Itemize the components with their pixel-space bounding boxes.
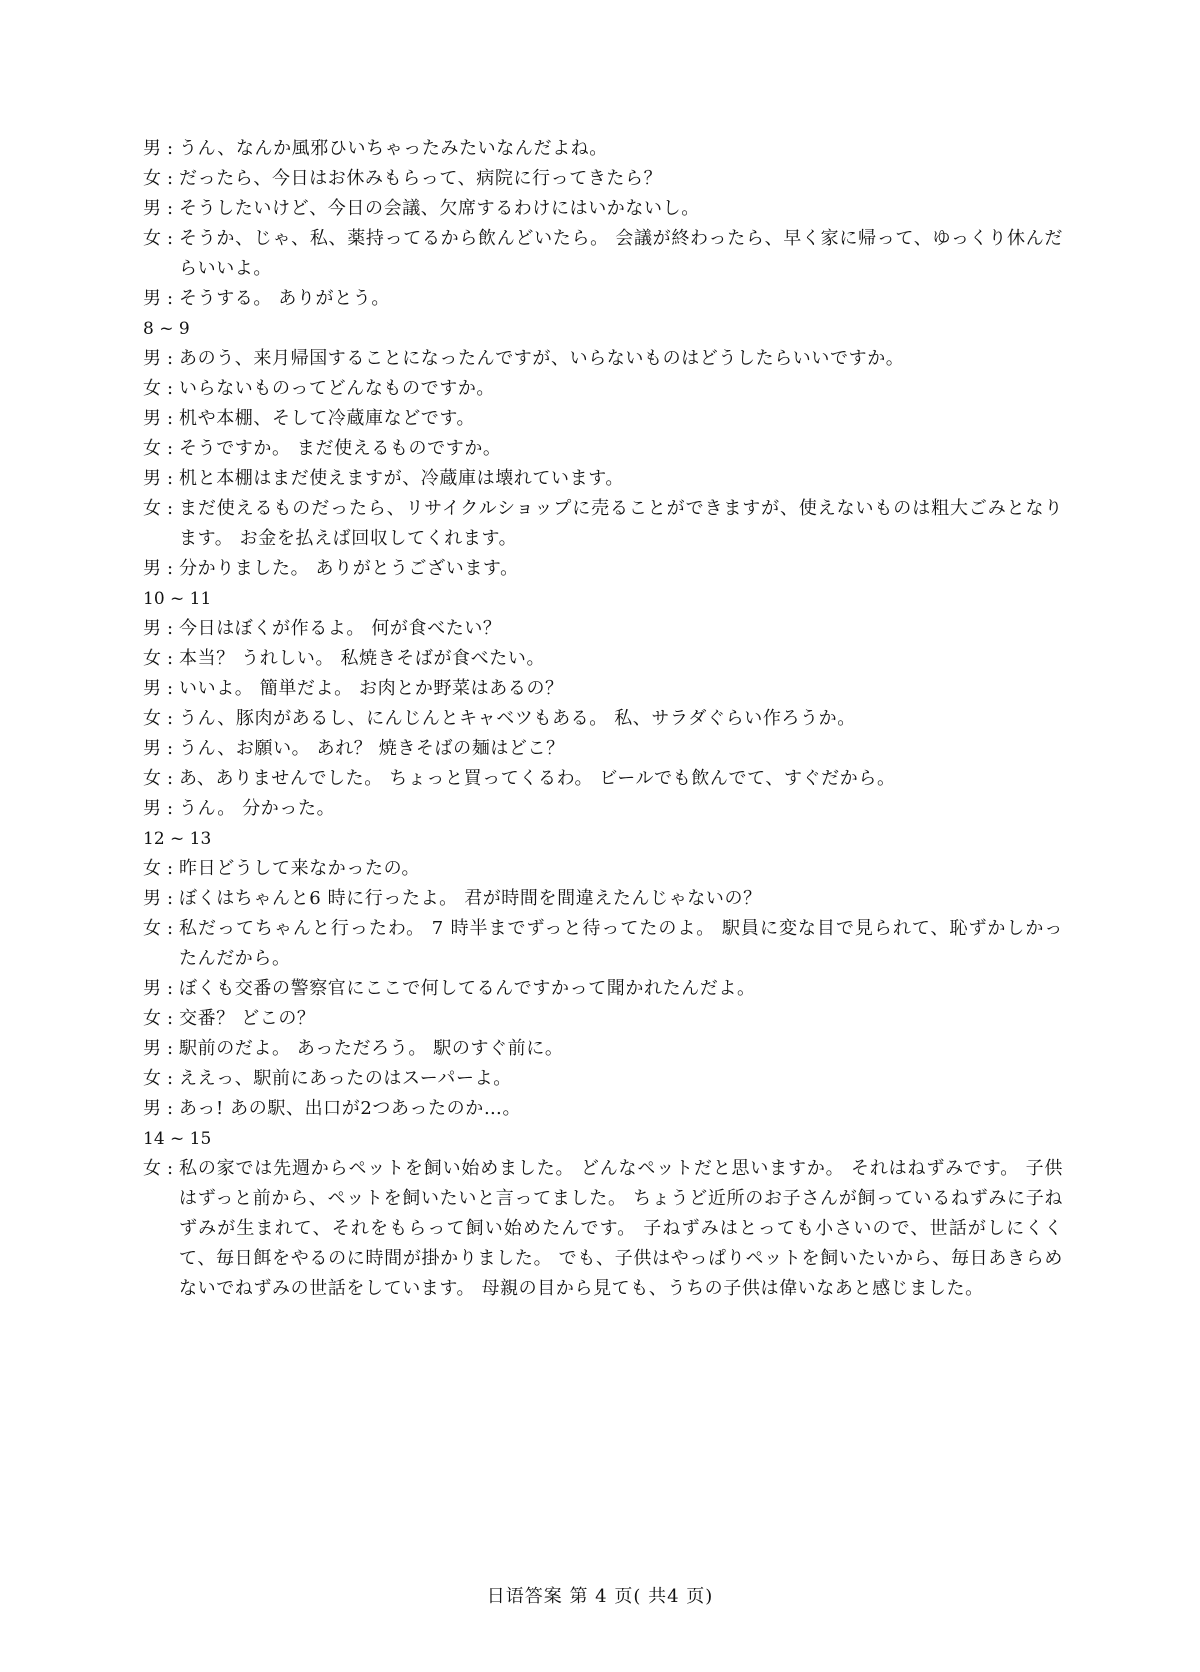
speaker-separator: : xyxy=(166,1068,174,1089)
speaker-label: 男 xyxy=(143,618,161,639)
speaker-label: 女 xyxy=(143,498,161,519)
speaker-separator: : xyxy=(166,918,174,939)
dialogue-line xyxy=(143,974,1063,1004)
speaker-label: 女 xyxy=(143,378,161,399)
speaker-separator: : xyxy=(166,198,174,219)
speaker-label: 男 xyxy=(143,198,161,219)
dialogue-line xyxy=(143,134,1063,164)
dialogue-text: うん、豚肉があるし、にんじんとキャベツもある。 私、サラダぐらい作ろうか。 xyxy=(179,708,856,729)
dialogue-text: いいよ。 簡単だよ。 お肉とか野菜はあるの？ xyxy=(179,678,564,699)
speaker-separator: : xyxy=(166,738,174,759)
speaker-separator: : xyxy=(166,768,174,789)
dialogue-line xyxy=(143,674,1063,704)
dialogue-text: ぼくはちゃんと6 時に行ったよ。 君が時間を間違えたんじゃないの？ xyxy=(179,888,762,909)
speaker-label: 男 xyxy=(143,288,161,309)
section-heading: 14 ~ 15 xyxy=(143,1129,212,1149)
dialogue-line xyxy=(143,1154,1063,1304)
dialogue-text: そうですか。 まだ使えるものですか。 xyxy=(179,438,502,459)
section-heading: 12 ~ 13 xyxy=(143,829,212,849)
dialogue-line xyxy=(143,464,1063,494)
dialogue-text: 今日はぼくが作るよ。 何が食べたい？ xyxy=(179,618,502,639)
speaker-separator: : xyxy=(166,1008,174,1029)
speaker-separator: : xyxy=(166,1098,174,1119)
speaker-separator: : xyxy=(166,288,174,309)
speaker-label: 女 xyxy=(143,768,161,789)
dialogue-line xyxy=(143,734,1063,764)
speaker-label: 男 xyxy=(143,138,161,159)
speaker-separator: : xyxy=(166,1038,174,1059)
speaker-separator: : xyxy=(166,678,174,699)
speaker-label: 女 xyxy=(143,648,161,669)
dialogue-line xyxy=(143,1034,1063,1064)
dialogue-line xyxy=(143,704,1063,734)
dialogue-line xyxy=(143,884,1063,914)
speaker-label: 女 xyxy=(143,708,161,729)
speaker-label: 男 xyxy=(143,348,161,369)
dialogue-text: そうしたいけど、今日の会議、欠席するわけにはいかないし。 xyxy=(179,198,700,219)
dialogue-text: 机や本棚、そして冷蔵庫などです。 xyxy=(179,408,476,429)
dialogue-text: うん、お願い。 あれ？ 焼きそばの麺はどこ？ xyxy=(179,738,565,759)
speaker-separator: : xyxy=(166,138,174,159)
speaker-separator: : xyxy=(166,648,174,669)
speaker-label: 男 xyxy=(143,798,161,819)
dialogue-line xyxy=(143,344,1063,374)
dialogue-text: ぼくも交番の警察官にここで何してるんですかって聞かれたんだよ。 xyxy=(179,978,756,999)
speaker-separator: : xyxy=(166,168,174,189)
dialogue-text: だったら、今日はお休みもらって、病院に行ってきたら？ xyxy=(179,168,663,189)
document-body xyxy=(143,134,1063,1304)
dialogue-line xyxy=(143,284,1063,314)
dialogue-text: あっ! あの駅、出口が2つあったのか…。 xyxy=(179,1098,522,1119)
dialogue-text: 駅前のだよ。 あっただろう。 駅のすぐ前に。 xyxy=(179,1038,564,1059)
dialogue-text: ええっ、駅前にあったのはスーパーよ。 xyxy=(179,1068,512,1089)
speaker-separator: : xyxy=(166,708,174,729)
dialogue-text: 交番？ どこの？ xyxy=(179,1008,316,1029)
dialogue-text: あのう、来月帰国することになったんですが、いらないものはどうしたらいいですか。 xyxy=(179,348,905,369)
dialogue-text: うん、なんか風邪ひいちゃったみたいなんだよね。 xyxy=(179,138,608,159)
speaker-label: 男 xyxy=(143,738,161,759)
speaker-label: 男 xyxy=(143,888,161,909)
speaker-separator: : xyxy=(166,468,174,489)
speaker-label: 男 xyxy=(143,678,161,699)
speaker-label: 男 xyxy=(143,468,161,489)
dialogue-line xyxy=(143,794,1063,824)
dialogue-text: そうか、じゃ、私、薬持ってるから飲んどいたら。 会議が終わったら、早く家に帰って、ゆっくり休んだらいいよ。 xyxy=(179,228,1063,279)
speaker-separator: : xyxy=(166,888,174,909)
dialogue-line xyxy=(143,494,1063,554)
speaker-separator: : xyxy=(166,378,174,399)
speaker-separator: : xyxy=(166,618,174,639)
dialogue-text: 本当？ うれしい。 私焼きそばが食べたい。 xyxy=(179,648,546,669)
dialogue-line xyxy=(143,374,1063,404)
speaker-label: 男 xyxy=(143,408,161,429)
dialogue-text: 分かりました。 ありがとうございます。 xyxy=(179,558,519,579)
dialogue-text: いらないものってどんなものですか。 xyxy=(179,378,496,399)
dialogue-text: あ、ありませんでした。 ちょっと買ってくるわ。 ビールでも飲んでて、すぐだから。 xyxy=(179,768,896,789)
dialogue-text: 私の家では先週からペットを飼い始めました。 どんなペットだと思いますか。 それはねずみです。 子供はずっと前から、ペットを飼いたいと言ってました。 ちょうど近所のお子さんが飼っているねずみに子ねずみが生まれて、それをもらって飼い始めたんです。 子ねずみはとっても小さいので、世話がしにくくて、毎日餌をやるのに時間が掛かりました。 でも、子供はやっぱりペットを飼いたいから、毎日あきらめないでねずみの世話をしています。 母親の目から見ても、うちの子供は偉いなあと感じました。 xyxy=(179,1158,1063,1299)
dialogue-text: 私だってちゃんと行ったわ。 7 時半までずっと待ってたのよ。 駅員に変な目で見られて、恥ずかしかったんだから。 xyxy=(179,918,1063,969)
dialogue-line xyxy=(143,164,1063,194)
speaker-separator: : xyxy=(166,858,174,879)
speaker-separator: : xyxy=(166,978,174,999)
speaker-label: 男 xyxy=(143,1038,161,1059)
dialogue-text: うん。 分かった。 xyxy=(179,798,336,819)
speaker-separator: : xyxy=(166,408,174,429)
dialogue-line xyxy=(143,1004,1063,1034)
speaker-label: 女 xyxy=(143,168,161,189)
dialogue-line xyxy=(143,764,1063,794)
speaker-separator: : xyxy=(166,1158,174,1179)
dialogue-line xyxy=(143,224,1063,284)
dialogue-line xyxy=(143,404,1063,434)
speaker-label: 女 xyxy=(143,228,161,249)
speaker-label: 男 xyxy=(143,1098,161,1119)
speaker-separator: : xyxy=(166,558,174,579)
dialogue-line xyxy=(143,1094,1063,1124)
speaker-separator: : xyxy=(166,498,174,519)
speaker-label: 女 xyxy=(143,1008,161,1029)
speaker-separator: : xyxy=(166,348,174,369)
dialogue-line xyxy=(143,854,1063,884)
speaker-label: 男 xyxy=(143,978,161,999)
dialogue-line xyxy=(143,434,1063,464)
speaker-label: 女 xyxy=(143,438,161,459)
speaker-separator: : xyxy=(166,798,174,819)
speaker-label: 女 xyxy=(143,918,161,939)
speaker-separator: : xyxy=(166,438,174,459)
dialogue-text: 机と本棚はまだ使えますが、冷蔵庫は壊れています。 xyxy=(179,468,624,489)
section-heading: 8 ~ 9 xyxy=(143,319,190,339)
dialogue-line xyxy=(143,554,1063,584)
speaker-label: 女 xyxy=(143,858,161,879)
section-heading: 10 ~ 11 xyxy=(143,589,212,609)
dialogue-line xyxy=(143,614,1063,644)
dialogue-line xyxy=(143,1064,1063,1094)
speaker-separator: : xyxy=(166,228,174,249)
speaker-label: 男 xyxy=(143,558,161,579)
page-footer: 日语答案 第 4 页( 共4 页) xyxy=(486,1586,714,1607)
dialogue-text: まだ使えるものだったら、リサイクルショップに売ることができますが、使えないものは粗大ごみとなります。 お金を払えば回収してくれます。 xyxy=(179,498,1063,549)
dialogue-line xyxy=(143,914,1063,974)
dialogue-line xyxy=(143,644,1063,674)
dialogue-text: 昨日どうして来なかったの。 xyxy=(179,858,421,879)
speaker-label: 女 xyxy=(143,1068,161,1089)
dialogue-line xyxy=(143,194,1063,224)
speaker-label: 女 xyxy=(143,1158,161,1179)
dialogue-text: そうする。 ありがとう。 xyxy=(179,288,390,309)
